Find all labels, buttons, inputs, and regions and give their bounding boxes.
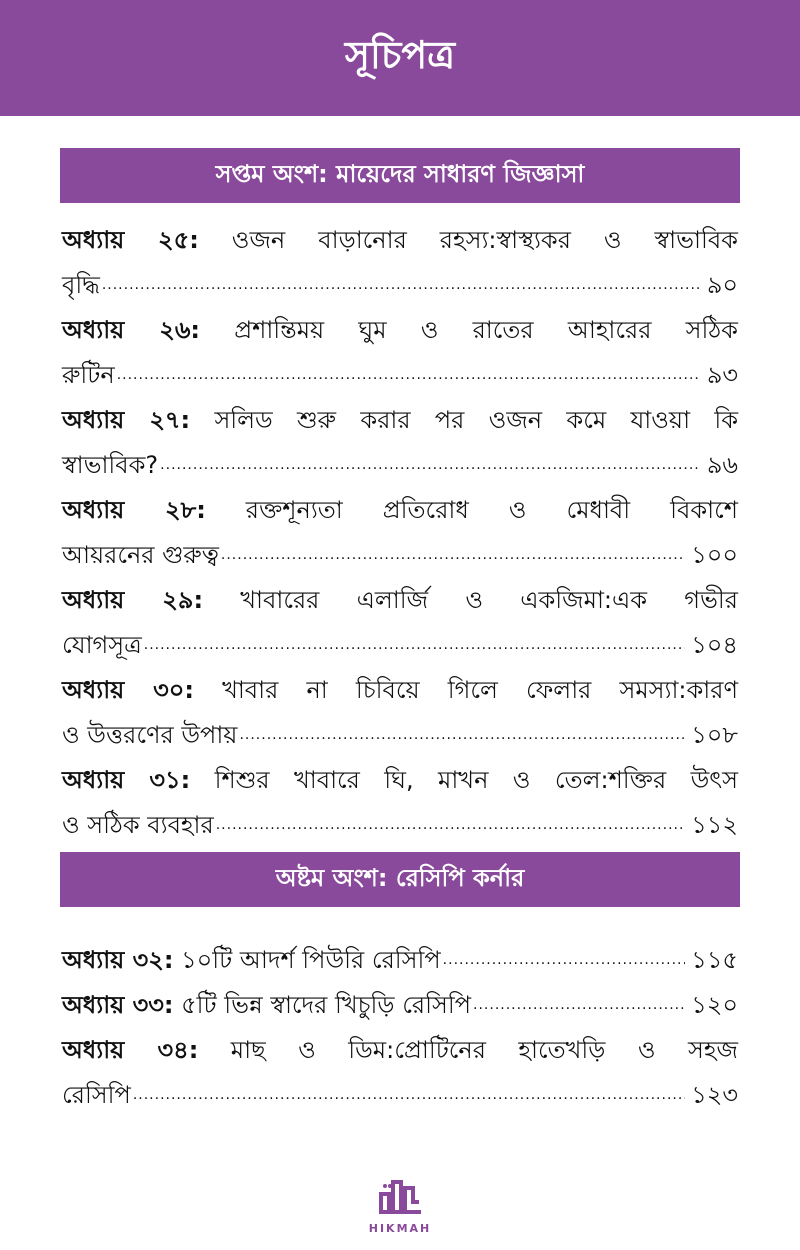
toc-entry[interactable] — [62, 578, 738, 668]
toc-entry[interactable] — [62, 398, 738, 488]
page-title: সূচিপত্র — [344, 33, 456, 77]
chapter-title-continued: আয়রনের গুরুত্ব — [62, 541, 219, 569]
dot-leader — [216, 803, 686, 848]
chapter-label: অধ্যায় ৩১: — [62, 766, 191, 794]
toc-list-section-7 — [62, 218, 738, 848]
toc-entry-leader-line — [62, 938, 738, 983]
toc-entry-title-line — [62, 398, 738, 443]
chapter-title-continued: রেসিপি — [62, 1081, 131, 1109]
chapter-title-continued: যোগসূত্র — [62, 631, 142, 659]
chapter-label: অধ্যায় ৩৪: — [62, 1036, 199, 1064]
dot-leader — [239, 713, 685, 758]
toc-entry-leader-line — [62, 803, 738, 848]
dot-leader — [133, 1073, 685, 1118]
section-heading-8: অষ্টম অংশ: রেসিপি কর্নার — [60, 852, 740, 907]
chapter-title-continued: ও উত্তরণের উপায় — [62, 721, 238, 749]
page-number: ১১৫ — [691, 946, 738, 974]
dot-leader — [443, 938, 686, 983]
hikmah-logo-icon — [375, 1172, 425, 1218]
toc-entry-title-line — [62, 218, 738, 263]
toc-entry-title-line — [62, 1028, 738, 1073]
page-number: ৯০ — [706, 271, 738, 299]
page-number: ৯৩ — [706, 361, 738, 389]
chapter-label: অধ্যায় ২৮: — [62, 496, 206, 524]
toc-entry[interactable] — [62, 1028, 738, 1118]
chapter-label: অধ্যায় ২৫: — [62, 226, 199, 254]
toc-entry[interactable] — [62, 758, 738, 848]
page-number: ১০৮ — [691, 721, 738, 749]
chapter-label: অধ্যায় ২৭: — [62, 406, 191, 434]
toc-entry-leader-line — [62, 353, 738, 398]
chapter-title: সলিড শুরু করার পর ওজন কমে যাওয়া কি — [214, 406, 738, 434]
toc-entry-leader-line — [62, 983, 738, 1028]
toc-entry-title-line — [62, 308, 738, 353]
toc-entry-title-line — [62, 488, 738, 533]
toc-entry[interactable] — [62, 488, 738, 578]
toc-entry-title-line — [62, 578, 738, 623]
chapter-title: রক্তশূন্যতা প্রতিরোধ ও মেধাবী বিকাশে — [245, 496, 738, 524]
toc-entry[interactable] — [62, 308, 738, 398]
chapter-title: ওজন বাড়ানোর রহস্য:স্বাস্থ্যকর ও স্বাভাবিক — [231, 226, 738, 254]
toc-entry-leader-line — [62, 623, 738, 668]
toc-list-section-8 — [62, 938, 738, 1118]
title-banner — [0, 0, 800, 116]
toc-entry[interactable] — [62, 218, 738, 308]
dot-leader — [221, 533, 685, 578]
publisher-logo — [360, 1172, 440, 1235]
section-heading-7: সপ্তম অংশ: মায়েদের সাধারণ জিজ্ঞাসা — [60, 148, 740, 203]
page-number: ৯৬ — [706, 451, 738, 479]
toc-entry[interactable] — [62, 983, 738, 1028]
toc-entry-leader-line — [62, 713, 738, 758]
chapter-title: ১০টি আদর্শ পিউরি রেসিপি — [181, 946, 441, 974]
chapter-title-continued: স্বাভাবিক? — [62, 451, 159, 479]
toc-entry[interactable] — [62, 668, 738, 758]
chapter-title: শিশুর খাবারে ঘি, মাখন ও তেল:শক্তির উৎস — [214, 766, 738, 794]
page-number: ১১২ — [691, 811, 738, 839]
toc-entry-leader-line — [62, 533, 738, 578]
chapter-title: ৫টি ভিন্ন স্বাদের খিচুড়ি রেসিপি — [181, 991, 472, 1019]
dot-leader — [473, 983, 685, 1028]
chapter-title-continued: ও সঠিক ব্যবহার — [62, 811, 214, 839]
chapter-title: খাবারের এলার্জি ও একজিমা:এক গভীর — [240, 586, 738, 614]
chapter-title-continued: রুটিন — [62, 361, 115, 389]
chapter-title: খাবার না চিবিয়ে গিলে ফেলার সমস্যা:কারণ — [222, 676, 738, 704]
dot-leader — [144, 623, 685, 668]
chapter-label: অধ্যায় ৩৩: — [62, 991, 174, 1019]
logo-text: HIKMAH — [368, 1222, 432, 1235]
dot-leader — [102, 263, 701, 308]
page-number: ১২০ — [691, 991, 738, 1019]
chapter-label: অধ্যায় ২৬: — [62, 316, 201, 344]
toc-entry-title-line — [62, 758, 738, 803]
toc-entry[interactable] — [62, 938, 738, 983]
chapter-label: অধ্যায় ৩২: — [62, 946, 174, 974]
chapter-label: অধ্যায় ৩০: — [62, 676, 194, 704]
chapter-label: অধ্যায় ২৯: — [62, 586, 204, 614]
chapter-title-continued: বৃদ্ধি — [62, 271, 100, 299]
page-number: ১২৩ — [691, 1081, 738, 1109]
page-number: ১০০ — [691, 541, 738, 569]
dot-leader — [160, 443, 701, 488]
page-number: ১০৪ — [691, 631, 738, 659]
toc-entry-leader-line — [62, 443, 738, 488]
toc-entry-title-line — [62, 668, 738, 713]
toc-entry-leader-line — [62, 263, 738, 308]
toc-entry-leader-line — [62, 1073, 738, 1118]
chapter-title: প্রশান্তিময় ঘুম ও রাতের আহারের সঠিক — [234, 316, 738, 344]
chapter-title: মাছ ও ডিম:প্রোটিনের হাতেখড়ি ও সহজ — [230, 1036, 738, 1064]
dot-leader — [117, 353, 701, 398]
